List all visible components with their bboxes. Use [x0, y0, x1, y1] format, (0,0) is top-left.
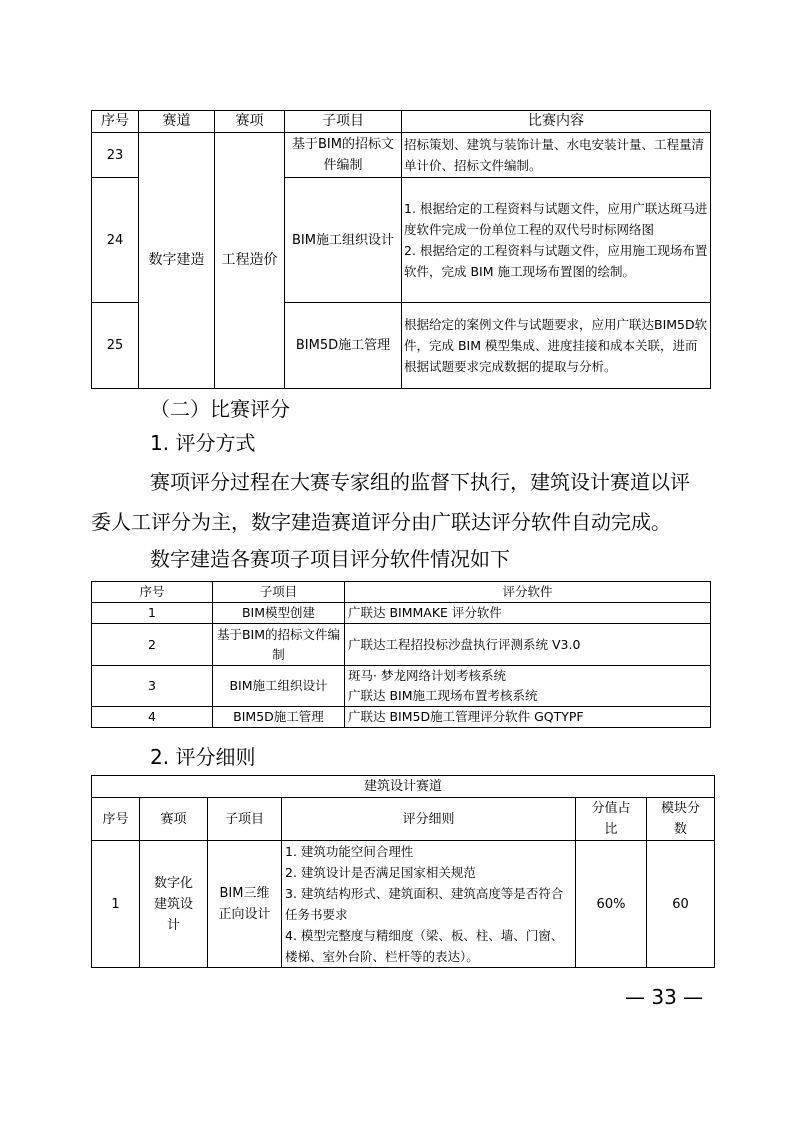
- paragraph-line: 赛项评分过程在大赛专家组的监督下执行，建筑设计赛道以评: [150, 470, 690, 494]
- table-row: [92, 133, 711, 178]
- criteria-cell: [282, 841, 576, 968]
- row-number: 23: [92, 133, 139, 178]
- subproject-cell: 基于BIM的招标文件编制: [213, 624, 345, 666]
- event-cell: 工程造价: [215, 133, 285, 389]
- section-heading: （二）比赛评分: [150, 397, 290, 421]
- table-header-row: [92, 798, 715, 841]
- header-cell: 评分软件: [345, 582, 711, 603]
- row-number: 24: [92, 178, 139, 303]
- header-cell: 子项目: [208, 798, 282, 841]
- table-row: [92, 841, 715, 968]
- subproject-cell: BIM三维正向设计: [208, 841, 282, 968]
- software-line: 斑马· 梦龙网络计划考核系统: [348, 668, 506, 683]
- table-title-row: [92, 776, 715, 798]
- content-line: 2. 根据给定的工程资料与试题文件，应用施工现场布置软件，完成 BIM 施工现场布置图的绘制。: [404, 243, 708, 279]
- software-line: 广联达工程招投标沙盘执行评测系统 V3.0: [348, 636, 581, 652]
- header-cell: 比赛内容: [402, 111, 711, 133]
- paragraph-line: 数字建造各赛项子项目评分软件情况如下: [150, 547, 510, 571]
- header-cell: 序号: [92, 111, 139, 133]
- table-row: [92, 603, 711, 624]
- header-cell: 子项目: [213, 582, 345, 603]
- subproject-cell: BIM施工组织设计: [213, 666, 345, 707]
- paragraph-line: 委人工评分为主，数字建造赛道评分由广联达评分软件自动完成。: [91, 510, 671, 534]
- content-line: 1. 根据给定的工程资料与试题文件，应用广联达斑马进度软件完成一份单位工程的双代号时标网络图: [404, 201, 708, 237]
- header-cell: 模块分数: [647, 798, 715, 841]
- table-title: 建筑设计赛道: [92, 776, 715, 798]
- header-cell: 赛道: [139, 111, 215, 133]
- page-number: — 33 —: [625, 985, 704, 1009]
- header-cell: 序号: [92, 798, 140, 841]
- subproject-cell: BIM5D施工管理: [213, 707, 345, 728]
- software-line: 广联达 BIMMAKE 评分软件: [348, 605, 502, 620]
- row-number: 3: [92, 666, 213, 707]
- row-number: 4: [92, 707, 213, 728]
- subproject-cell: BIM模型创建: [213, 603, 345, 624]
- table-header-row: [92, 582, 711, 603]
- software-cell: [345, 624, 711, 666]
- content-line: 根据给定的案例文件与试题要求，应用广联达BIM5D软件，完成 BIM 模型集成、进度挂接和成本关联，进而根据试题要求完成数据的提取与分析。: [404, 317, 708, 374]
- table-row: [92, 666, 711, 707]
- scoring-detail-table: [91, 775, 715, 968]
- competition-content-table: [91, 110, 711, 389]
- track-cell: 数字建造: [139, 133, 215, 389]
- subheading-method: 1. 评分方式: [150, 431, 256, 455]
- subheading-detail: 2. 评分细则: [150, 745, 256, 769]
- weight-cell: 60%: [576, 841, 647, 968]
- criteria-line: 4. 模型完整度与精细度（梁、板、柱、墙、门窗、楼梯、室外台阶、栏杆等的表达）。: [285, 928, 564, 964]
- header-cell: 分值占比: [576, 798, 647, 841]
- software-cell: [345, 707, 711, 728]
- table-row: [92, 707, 711, 728]
- criteria-line: 3. 建筑结构形式、建筑面积、建筑高度等是否符合任务书要求: [285, 886, 564, 922]
- row-number: 2: [92, 624, 213, 666]
- content-cell: [402, 303, 711, 389]
- row-number: 25: [92, 303, 139, 389]
- software-line: 广联达 BIM施工现场布置考核系统: [348, 688, 538, 703]
- subproject-cell: BIM5D施工管理: [285, 303, 402, 389]
- content-cell: [402, 133, 711, 178]
- software-line: 广联达 BIM5D施工管理评分软件 GQTYPF: [348, 709, 584, 724]
- subproject-cell: 基于BIM的招标文件编制: [285, 133, 402, 178]
- score-cell: 60: [647, 841, 715, 968]
- criteria-line: 2. 建筑设计是否满足国家相关规范: [285, 865, 476, 880]
- row-number: 1: [92, 603, 213, 624]
- content-cell: [402, 178, 711, 303]
- event-cell: 数字化建筑设计: [140, 841, 208, 968]
- subproject-cell: BIM施工组织设计: [285, 178, 402, 303]
- header-cell: 评分细则: [282, 798, 576, 841]
- content-line: 招标策划、建筑与装饰计量、水电安装计量、工程量清单计价、招标文件编制。: [404, 137, 705, 173]
- scoring-software-table: [91, 581, 711, 728]
- software-cell: [345, 666, 711, 707]
- software-cell: [345, 603, 711, 624]
- header-cell: 赛项: [215, 111, 285, 133]
- table-header-row: [92, 111, 711, 133]
- header-cell: 序号: [92, 582, 213, 603]
- row-number: 1: [92, 841, 140, 968]
- criteria-line: 1. 建筑功能空间合理性: [285, 844, 414, 859]
- table-row: [92, 624, 711, 666]
- header-cell: 赛项: [140, 798, 208, 841]
- header-cell: 子项目: [285, 111, 402, 133]
